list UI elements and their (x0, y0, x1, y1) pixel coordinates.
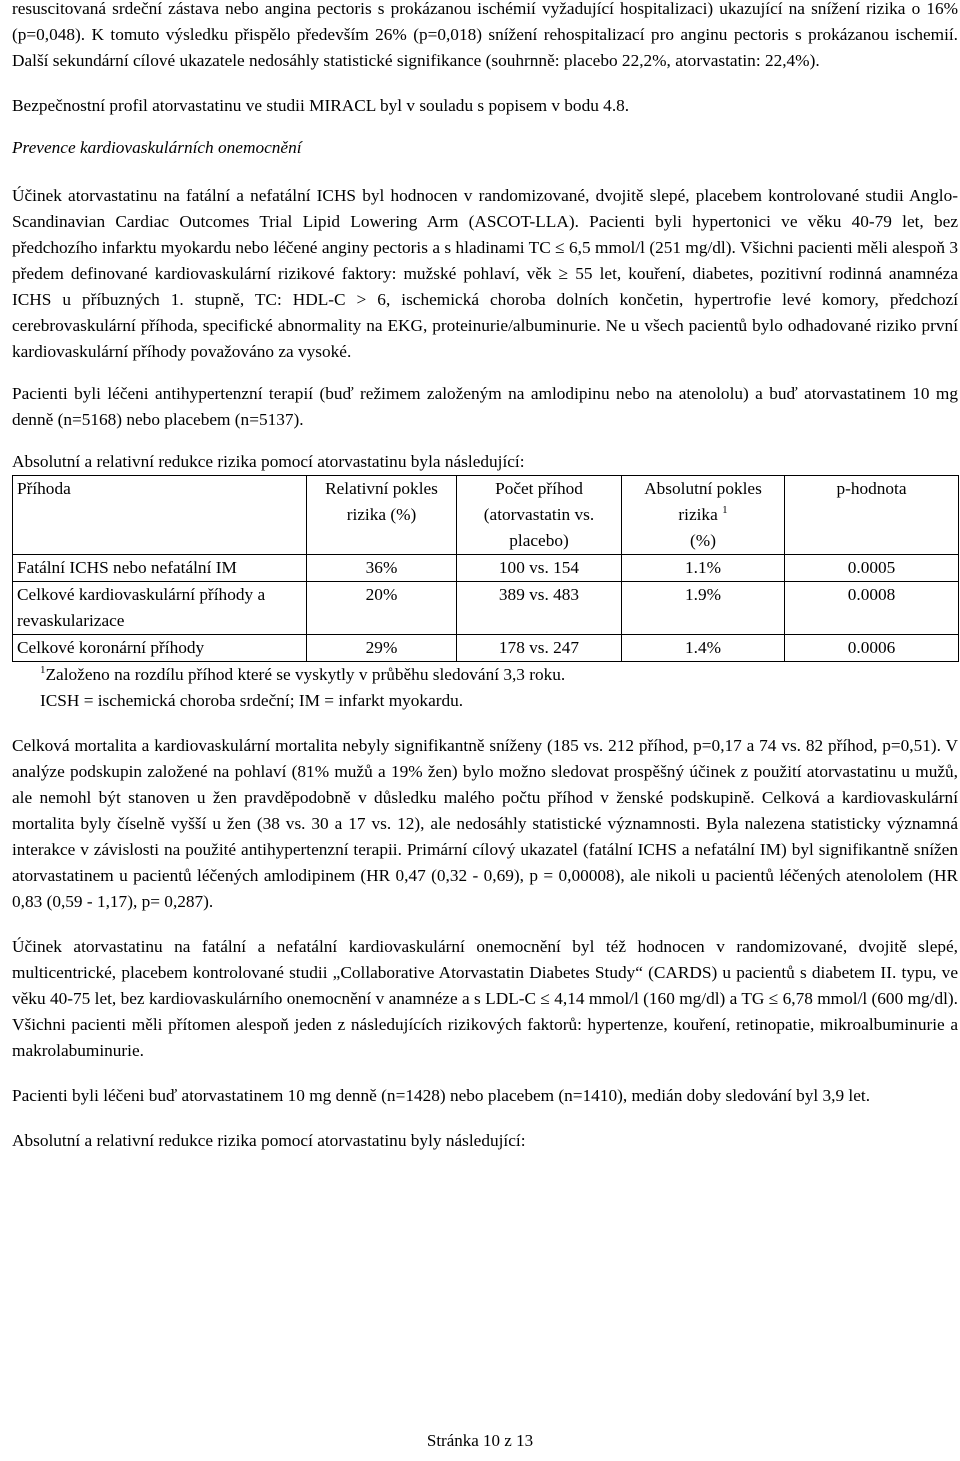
paragraph-treatment: Pacienti byli léčeni antihypertenzní terapií (buď režimem založeným na amlodipinu nebo na atenololu) a buď atorvastatinem 10 mg denně (n=5168) nebo placebem (n=5137). (12, 384, 958, 429)
paragraph-table-intro: Absolutní a relativní redukce rizika pomocí atorvastatinu byla následující: (12, 452, 525, 471)
header-count: Počet příhod (atorvastatin vs. placebo) (457, 476, 622, 555)
cell-count: 178 vs. 247 (457, 635, 622, 662)
cell-count: 100 vs. 154 (457, 555, 622, 582)
table-row (13, 635, 959, 662)
cell-relative: 29% (307, 635, 457, 662)
header-p-value: p-hodnota (785, 476, 959, 555)
table-row (13, 555, 959, 582)
table-row (13, 582, 959, 635)
risk-reduction-table (12, 475, 959, 662)
paragraph-mortality: Celková mortalita a kardiovaskulární mortalita nebyly signifikantně sníženy (185 vs. 212 příhod, p=0,17 a 74 vs. 82 příhod, p=0,51). V analýze podskupin založené na pohlaví (81% mužů a 19% žen) bylo možno sledovat prospěšný účinek z použití atorvastatinu u mužů, ale nemohl být stanoven u žen pravděpodobně v důsledku malého počtu příhod v ženské podskupině. Celková a kardiovaskulární mortalita byly číselně vyšší u žen (38 vs. 30 a 17 vs. 12), ale nedosáhly statistické významnosti. Byla nalezena statisticky významná interakce v závislosti na použité antihypertenzní terapii. Primární cílový ukazatel (fatální ICHS a nefatální IM) byl signifikantně snížen atorvastatinem u pacientů léčených amlodipinem (HR 0,47 (0,32 - 0,69), p = 0,00008), ale nikoli u pacientů léčených atenololem (HR 0,83 (0,59 - 1,17), p= 0,287). (12, 736, 958, 911)
header-absolute (622, 476, 785, 555)
paragraph-safety-profile: Bezpečnostní profil atorvastatinu ve studii MIRACL byl v souladu s popisem v bodu 4.8. (12, 96, 630, 115)
paragraph-closing: Absolutní a relativní redukce rizika pomocí atorvastatinu byly následující: (12, 1131, 526, 1150)
cell-absolute: 1.1% (622, 555, 785, 582)
footnote-1 (12, 662, 958, 688)
document-page (12, 0, 958, 1154)
page-number: Stránka 10 z 13 (426, 1431, 534, 1450)
paragraph-ascot-study: Účinek atorvastatinu na fatální a nefatální ICHS byl hodnocen v randomizované, dvojitě slepé, placebem kontrolované studii Anglo-Scandinavian Cardiac Outcomes Trial Lipid Lowering Arm (ASCOT-LLA). Pacienti byli hypertonici ve věku 40-79 let, bez předchozího infarktu myokardu nebo léčené anginy pectoris a s hladinami TC ≤ 6,5 mmol/l (251 mg/dl). Všichni pacienti měli alespoň 3 předem definované kardiovaskulární rizikové faktory: mužské pohlaví, věk ≥ 55 let, kouření, diabetes, pozitivní rodinná anamnéza ICHS u příbuzných 1. stupně, TC: HDL-C > 6, ischemická choroba dolních končetin, hypertrofie levé komory, předchozí cerebrovaskulární příhoda, specifické abnormality na EKG, proteinurie/albuminurie. Ne u všech pacientů bylo odhadované riziko první kardiovaskulární příhody považováno za vysoké. (12, 186, 958, 361)
cell-p-value: 0.0008 (785, 582, 959, 635)
section-heading: Prevence kardiovaskulárních onemocnění (12, 138, 302, 157)
header-event: Příhoda (13, 476, 307, 555)
footnote-2: ICSH = ischemická choroba srdeční; IM = infarkt myokardu. (40, 691, 464, 710)
footnote-mark: 1 (40, 664, 46, 677)
cell-absolute: 1.9% (622, 582, 785, 635)
cell-relative: 36% (307, 555, 457, 582)
cell-event: Fatální ICHS nebo nefatální IM (13, 555, 307, 582)
table-header-row (13, 476, 959, 555)
header-absolute-sup: 1 (722, 504, 728, 517)
cell-absolute: 1.4% (622, 635, 785, 662)
cell-event: Celkové kardiovaskulární příhody a revaskularizace (13, 582, 307, 635)
header-absolute-label: Absolutní pokles rizika (644, 479, 762, 524)
paragraph-cards-treatment: Pacienti byli léčeni buď atorvastatinem 10 mg denně (n=1428) nebo placebem (n=1410), medián doby sledování byl 3,9 let. (12, 1086, 871, 1105)
footnote-1-text: Založeno na rozdílu příhod které se vyskytly v průběhu sledování 3,3 roku. (45, 665, 566, 684)
paragraph-miracl-results: resuscitovaná srdeční zástava nebo angina pectoris s prokázanou ischémií vyžadující hospitalizaci) ukazující na snížení rizika o 16% (p=0,048). K tomuto výsledku přispělo především 26% (p=0,018) snížení rehospitalizací pro anginu pectoris s prokázanou ischemií. Další sekundární cílové ukazatele nedosáhly statistické signifikance (souhrnně: placebo 22,2%, atorvastatin: 22,4%). (12, 0, 958, 70)
cell-p-value: 0.0006 (785, 635, 959, 662)
header-absolute-unit: (%) (690, 531, 716, 550)
paragraph-cards-study: Účinek atorvastatinu na fatální a nefatální kardiovaskulární onemocnění byl též hodnocen v randomizované, dvojitě slepé, multicentrické, placebem kontrolované studii „Collaborative Atorvastatin Diabetes Study“ (CARDS) u pacientů s diabetem II. typu, ve věku 40-75 let, bez kardiovaskulárního onemocnění v anamnéze a s LDL-C ≤ 4,14 mmol/l (160 mg/dl) a TG ≤ 6,78 mmol/l (600 mg/dl). Všichni pacienti měli přítomen alespoň jeden z následujících rizikových faktorů: hypertenze, kouření, retinopatie, mikroalbuminurie a makrolabuminurie. (12, 937, 958, 1060)
header-relative: Relativní pokles rizika (%) (307, 476, 457, 555)
cell-event: Celkové koronární příhody (13, 635, 307, 662)
cell-count: 389 vs. 483 (457, 582, 622, 635)
cell-relative: 20% (307, 582, 457, 635)
cell-p-value: 0.0005 (785, 555, 959, 582)
